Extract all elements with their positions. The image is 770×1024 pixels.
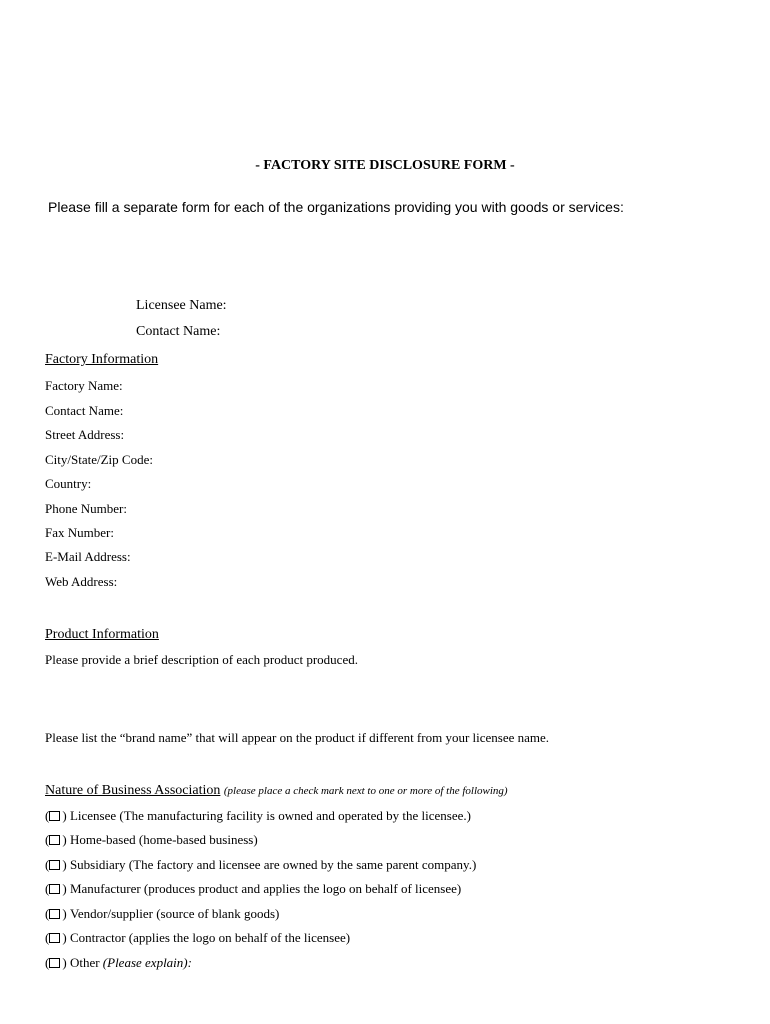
email-address-label: E-Mail Address:: [45, 549, 131, 564]
option-label: Home-based (home-based business): [69, 832, 258, 847]
option-vendor-supplier: [45, 906, 279, 922]
manufacturer-checkbox[interactable]: [49, 884, 60, 894]
close-paren: ): [62, 955, 67, 970]
intro-text: Please fill a separate form for each of the organizations providing you with goods or services:: [48, 199, 624, 215]
contractor-checkbox[interactable]: [49, 933, 60, 943]
factory-contact-name-label: Contact Name:: [45, 403, 124, 418]
open-paren: (: [45, 955, 50, 970]
open-paren: (: [45, 808, 50, 823]
option-label: Subsidiary (The factory and licensee are owned by the same parent company.): [69, 857, 477, 872]
option-manufacturer: [45, 881, 461, 897]
open-paren: (: [45, 832, 50, 847]
open-paren: (: [45, 930, 50, 945]
home-based-checkbox[interactable]: [49, 835, 60, 845]
other-note: (Please explain):: [102, 955, 192, 970]
option-home-based: [45, 832, 258, 848]
fax-number-label: Fax Number:: [45, 525, 114, 540]
subsidiary-checkbox[interactable]: [49, 860, 60, 870]
phone-number-label: Phone Number:: [45, 501, 127, 516]
option-label: Manufacturer (produces product and applies the logo on behalf of licensee): [69, 881, 462, 896]
option-label: Licensee (The manufacturing facility is owned and operated by the licensee.): [69, 808, 471, 823]
close-paren: ): [62, 857, 67, 872]
street-address-label: Street Address:: [45, 427, 125, 442]
option-subsidiary: [45, 857, 476, 873]
product-description-prompt: Please provide a brief description of each product produced.: [45, 652, 358, 667]
open-paren: (: [45, 881, 50, 896]
option-licensee: [45, 808, 471, 824]
country-label: Country:: [45, 476, 92, 491]
close-paren: ): [62, 832, 67, 847]
option-label: Other: [69, 955, 100, 970]
close-paren: ): [62, 930, 67, 945]
close-paren: ): [62, 906, 67, 921]
option-label: Contractor (applies the logo on behalf of the licensee): [69, 930, 351, 945]
open-paren: (: [45, 857, 50, 872]
contact-name-label: Contact Name:: [136, 324, 221, 339]
option-label: Vendor/supplier (source of blank goods): [69, 906, 280, 921]
form-title: - FACTORY SITE DISCLOSURE FORM -: [255, 158, 515, 173]
product-information-heading: Product Information: [45, 627, 159, 642]
nature-note: (please place a check mark next to one or more of the following): [223, 785, 508, 797]
factory-information-heading: Factory Information: [45, 352, 159, 367]
factory-name-label: Factory Name:: [45, 378, 123, 393]
close-paren: ): [62, 881, 67, 896]
licensee-checkbox[interactable]: [49, 811, 60, 821]
licensee-name-label: Licensee Name:: [136, 298, 227, 313]
brand-name-prompt: Please list the “brand name” that will appear on the product if different from your licensee name.: [45, 730, 550, 745]
nature-heading-row: [45, 783, 508, 799]
option-other: [45, 955, 192, 971]
vendor-supplier-checkbox[interactable]: [49, 909, 60, 919]
city-state-zip-label: City/State/Zip Code:: [45, 452, 153, 467]
other-checkbox[interactable]: [49, 958, 60, 968]
open-paren: (: [45, 906, 50, 921]
close-paren: ): [62, 808, 67, 823]
web-address-label: Web Address:: [45, 574, 118, 589]
option-contractor: [45, 930, 350, 946]
nature-of-business-heading: Nature of Business Association: [45, 783, 221, 798]
